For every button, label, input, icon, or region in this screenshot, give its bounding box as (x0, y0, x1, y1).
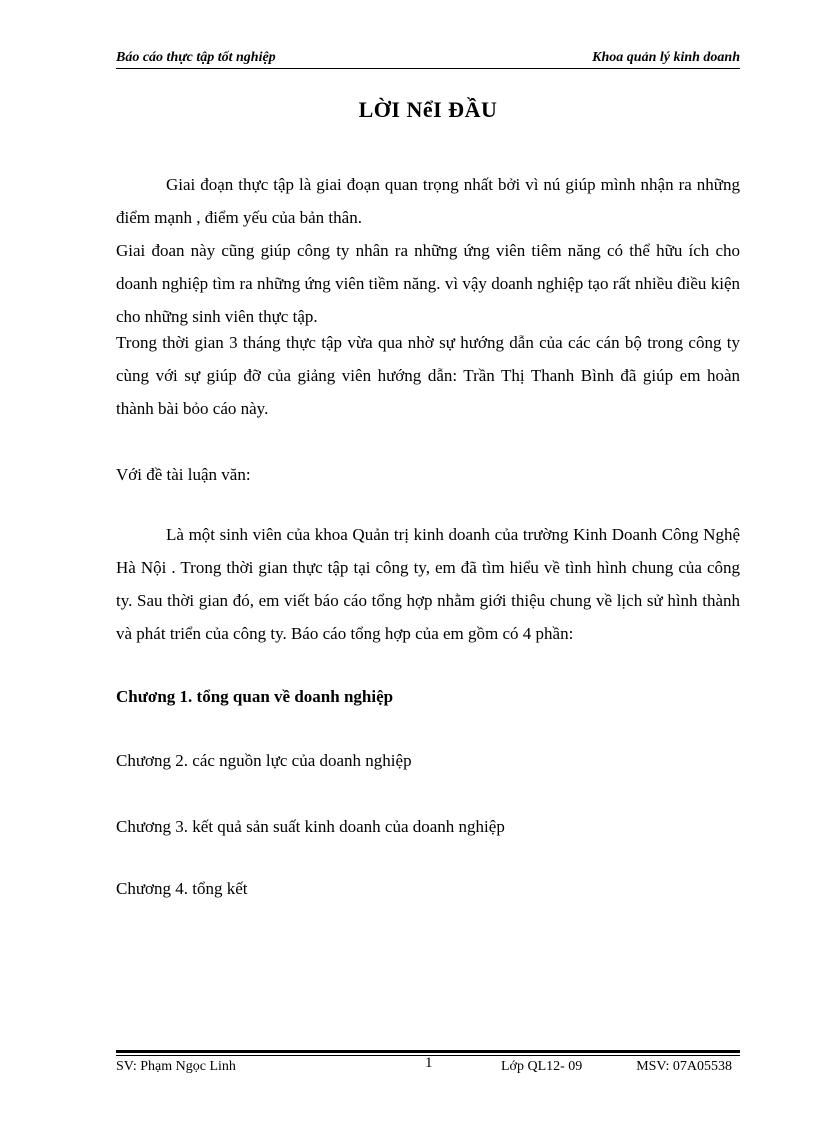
page-number: 1 (425, 1055, 433, 1071)
paragraph-thesis-topic: Với đề tài luận văn: (116, 465, 251, 484)
footer-student-name: SV: Phạm Ngọc Linh (116, 1059, 236, 1074)
header-rule (116, 68, 740, 69)
chapter-4: Chương 4. tổng kết (116, 879, 248, 898)
chapter-2: Chương 2. các nguồn lực của doanh nghiệp (116, 751, 412, 770)
page-header (116, 50, 740, 72)
page-footer (116, 1050, 740, 1080)
footer-rule-thick (116, 1050, 740, 1053)
paragraph-intro: Giai đoạn thực tập là giai đoạn quan trọng nhất bởi vì nú giúp mình nhận ra những điểm mạnh , điểm yếu của bản thân. (116, 175, 740, 227)
paragraph-overview: Là một sinh viên của khoa Quản trị kinh doanh của trường Kinh Doanh Công Nghệ Hà Nội . Trong thời gian thực tập tại công ty, em đã tìm hiểu về tình hình chung của công ty. Sau thời gian đó, em viết báo cáo tổng hợp nhằm giới thiệu chung về lịch sử hình thành và phát triển của công ty. Báo cáo tổng hợp của em gồm có 4 phần: (116, 525, 740, 643)
header-faculty: Khoa quản lý kinh doanh (592, 50, 740, 65)
footer-class: Lớp QL12- 09 (501, 1059, 583, 1074)
chapter-1: Chương 1. tổng quan về doanh nghiệp (116, 687, 394, 706)
footer-student-id: MSV: 07A05538 (636, 1059, 732, 1074)
document-title: LỜI NểI ĐẦU (358, 97, 498, 122)
header-report-title: Báo cáo thực tập tốt nghiệp (116, 50, 276, 65)
paragraph-company: Giai đoan này cũng giúp công ty nhân ra những ứng viên tiêm năng có thể hữu ích cho doanh nghiệp tìm ra những ứng viên tiềm năng. vì vậy doanh nghiệp tạo rất nhiều điều kiện cho những sinh viên thực tập. (116, 241, 740, 326)
paragraph-thanks: Trong thời gian 3 tháng thực tập vừa qua nhờ sự hướng dẫn của các cán bộ trong công ty cùng với sự giúp đỡ của giảng viên hướng dẫn: Trần Thị Thanh Bình đã giúp em hoàn thành bài bỏo cáo này. (116, 333, 740, 418)
chapter-3: Chương 3. kết quả sản suất kinh doanh của doanh nghiệp (116, 817, 505, 836)
